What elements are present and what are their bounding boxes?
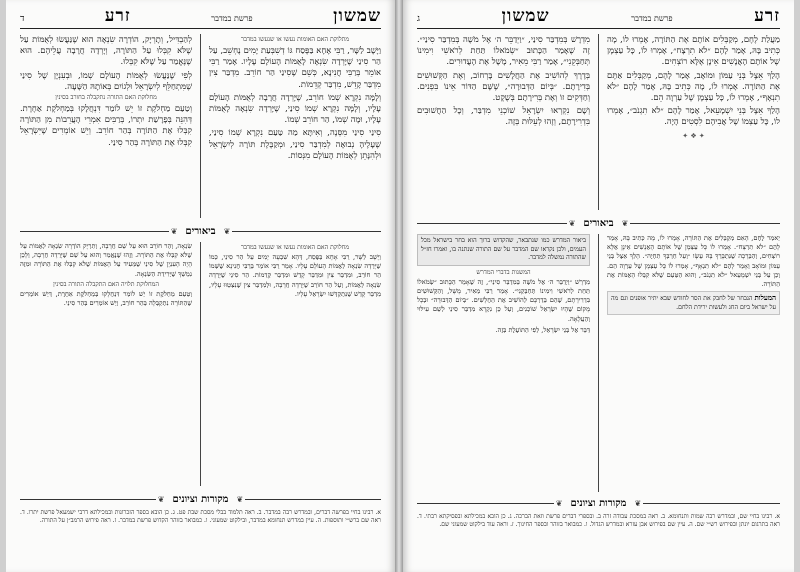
right-commentary-text: מִדְרָשׁ ״וַיְדַבֵּר ה׳ אֶל מֹשֶׁה בְּמִדְבַּר סִינַי״, זֶה שֶׁאָמַר הַכָּתוּב ״שְׂמֹאלוֹ תַּחַת לְרֹאשִׁי וִימִינוֹ תְּחַבְּקֵנִי״. אָמַר רַבִּי מֵאִיר, מָשָׁל, וְהַקְּשׁוּשִׁים בִּדְרִירָתָם, שֶׁהֵם בְּדַרְכָּם לְהוֹשִׁיב אֶת הַחֲלָשִׁים. ״בְּיוֹם הַדְּבוּרָה״ וּבְכָל מָקוֹם שֶׁהָיוּ יִשְׂרָאֵל שׁוֹכְנִים, וְעַל כֵּן נִקְרָא מִדְבַּר סִינַי לְשֵׁם עִילּוּי וְהַעֲלָאָה. xyxy=(417,277,590,323)
right-sources-band xyxy=(417,496,780,510)
right-main-paragraph: מַעֲלַת לֶחֶם, מְקַבְּלִים אוֹתָם אֶת הַתּוֹרָה, אָמְרוּ לוֹ, מָה כְּתִיב בָּהּ, אָמַר לָהֶם ״לֹא תִרְצָח״, אָמְרוּ לוֹ, כָּל עַצְמָן שֶׁל אוֹתָם הָאֲנָשִׁים אֵינָן אֶלָּא רוֹצְחִים. xyxy=(607,34,780,67)
right-header-page-letter: ג xyxy=(417,14,420,24)
left-sources-band xyxy=(20,492,381,506)
left-main-subhead-1: מתלוקת האם האומות נעשו או שנעשו במדבר xyxy=(240,36,350,43)
right-sources-text: א. רבינו בחיי שם, ובמדרש רבה שמות ותנחומא. ב. ראה במסכת עבודה זרה ב. ובספרי דברים פרשת וזאת הברכה. ג. כן הובא במכילתא ובפסיקתא רבתי. ד. ראה בתרגום יונתן ובפירוש רש״י שם. ה. עיין שם בפירוש אבן עזרא ובמדרש הגדול. ו. כמבואר בזוהר ובספר החינוך. ז. וראה עוד בילקוט שמעוני שם. xyxy=(417,513,780,529)
note-box-title: המעלות xyxy=(754,293,777,303)
ornament-icon: ❦ xyxy=(568,218,576,228)
left-main-col-left xyxy=(20,34,192,218)
left-commentary-text: שִׂנְאָה, וְהַר חוֹרֵב הוּא עַל שֵׁם חֲרָבָה, וְתִרְיָק הוֹדְרָה שִׂנְאָה לְאֻמּוֹת עַל שֶׁלֹּא קִבְּלוּ אֶת הַתּוֹרָה. וְזֶהוּ שֶׁנֶּאֱמַר וְהוּא עַל שֵׁם שֶׁיָּרְדָה חֲרָבָה, וְלָכֵן הָיָה הָעִנְיָן שֶׁל סִינַי שֶׁמֵּעִיד עַל הָאֻמּוֹת שֶׁלֹּא קִבְּלוּ אֶת הַתּוֹרָה וּמִזֶּה נִמְשַׁךְ שֶׁיְּרִידַת הַשִּׂנְאָה. xyxy=(20,242,192,278)
left-header-parasha: פרשת במדבר xyxy=(211,14,253,23)
right-main-paragraph: וְשָׁם נִקְרְאוּ יִשְׂרָאֵל שׁוֹכְנֵי מִדְבַּר, וְכָל הַחֲשׁוּבִים בִּדְרִירָתָם, וְזֶהוּ לְעֵלּוּת בְּזֶה. xyxy=(417,105,590,127)
left-commentary-subhead: מחלוקת האם האומות נעשו או שנעשו במדבר xyxy=(241,244,349,251)
book-gutter xyxy=(395,0,403,572)
right-commentary-heading: ביאורים xyxy=(583,217,614,229)
left-sources-text: א. רבינו בחיי בפרשה דברים, ובמדרש רבה במדבר. ב. ראה תלמוד בבלי מסכת שבת פט. ג. כן הובא בספר הזכרונות ובמכילתא דרבי ישמעאל פרשת יתרו. ד. ראה שם ברש״י ותוספות. ה. עיין במדרש תנחומא במדבר, ובילקוט שמעוני. ו. כמבואר בזוהר הקדוש פרשת במדבר. ז. ראה פירוש הרמב״ן על התורה. xyxy=(20,509,381,525)
band-rule xyxy=(643,503,780,504)
left-main-subhead-2: מחלוקת האם התורה נתקבלה בחורב בסינין xyxy=(55,94,157,102)
right-commentary-col-right xyxy=(607,234,780,492)
left-header-title-left: זרע xyxy=(104,6,131,26)
left-main-paragraph: וְטַעַם מַחְלֹקֶת זוֹ יֵשׁ לוֹמַר דִּנְחֲלָקוּ בְּמַחְלֹקֶת אַחֶרֶת. דְּהִנֵּה בְּפָרָשַׁת יִתְרוֹ, בְּרַבִּים אִמְרֵי הָעֲרֵבוֹת מִן הַתּוֹרָה קִבְּלוּ אֶת הַתּוֹרָה בְּהַר חוֹרֵב. וְיֵשׁ אוֹמְרִים שֶׁיִּשְׂרָאֵל קִבְּלוּ אֶת הַתּוֹרָה בְּהַר סִינַי. xyxy=(20,103,192,147)
left-commentary-text: וַיָּשָׁב לַשָּׁר, רַבִּי אָחָא בַּפֶּסַח, דְּהָא שִׁבְעָה יָמִים עַל הַר סִינַי, כְּמוֹ שֶׁיָּרְדָה שִׂנְאָה לְאֻמּוֹת הָעוֹלָם עָלָיו. אָמַר רַבִּי אוֹמֵר בְּרַבִּי חֲנִינָא שֶׁשְּׁמוֹ הַר חוֹרֵב, וּמִדְבַּר צִין וּמִדְבַּר קָדֵשׁ וּמִדְבַּר קְדֵמוֹת. הַר סִינַי שֶׁיָּרְדָה שִׂנְאָה לְאֻמּוֹת, וְעַל הַר חוֹרֵב שֶׁיָּרְדָה חֲרָבָה, וּלְמִדְבַּר צִין שֶׁנִּצְטַוּוּ עָלָיו, מִדְבַּר קָדֵשׁ שֶׁנִּתְקַדְּשׁוּ יִשְׂרָאֵל עָלָיו. xyxy=(209,253,381,298)
left-header-page-letter: ד xyxy=(20,14,25,24)
left-page-header xyxy=(20,6,381,29)
band-rule xyxy=(245,499,381,500)
ornament-icon: ❦ xyxy=(634,498,642,508)
ornament-icon: ❦ xyxy=(157,494,165,504)
right-header-title-left: שמשון xyxy=(501,6,550,26)
column-divider xyxy=(200,34,201,218)
right-commentary-band xyxy=(417,216,780,230)
ornament-icon: ❦ xyxy=(236,494,244,504)
column-divider xyxy=(598,34,599,210)
right-main-paragraph: בְּדֶרֶךְ לְהוֹשִׁיב אֶת הַחֲלָשִׁים בָּרְחוֹב, וְאֶת הַקְּשׁוּשִׁים בְּדִירָתָם. ״בְּיוֹם הַדְּבוּרָה״, שֶׁשָּׁם הַדּוֹר אֵינוֹ בִּפְנִים. וְחַדְּקִים זוֹ וְאֶת בְּרִירָתָם בְּשֶׁקֶט. xyxy=(417,69,590,103)
right-main-col-left xyxy=(417,34,590,210)
right-commentary-text: דַּבֵּר אֶל בְּנֵי יִשְׂרָאֵל, לְפִי הַתּוֹעֶלֶת בְּזֶה. xyxy=(495,325,590,334)
left-main-text xyxy=(20,34,381,218)
band-rule xyxy=(232,231,381,232)
column-divider xyxy=(200,242,201,486)
left-commentary-col-right xyxy=(209,242,381,486)
ornament-icon: ❦ xyxy=(621,218,629,228)
band-rule xyxy=(417,503,554,504)
band-rule xyxy=(20,231,169,232)
right-commentary-text: יְאמַר לֶחֶם, הָאִם מְקַבְּלִים אֶת הַתּוֹרָה, אָמְרוּ לוֹ, מָה כְּתִיב בָּהּ, אָמַר לָהֶם ״לֹא תִרְצָח״. אָמְרוּ לוֹ כָּל עַצְמָן שֶׁל אוֹתָם הָאֲנָשִׁים אֵינָן אֶלָּא רוֹצְחִים, וְהַבְּרָכָה שֶׁנִּתְבָּרֵךְ בָּהּ עֵשָׂו ״וְעַל חַרְבְּךָ תִחְיֶה״. הָלַךְ אֵצֶל בְּנֵי עַמּוֹן וּמוֹאָב וְאָמַר לָהֶם ״לֹא תִנְאָף״, אָמְרוּ לוֹ כָּל עַצְמָן שֶׁל עַרְוָה הֵם. וְכֵן עַל בְּנֵי יִשְׁמָעֵאל ״לֹא תִגְנֹב״, וְהוּא הַטַּעַם שֶׁלֹּא קִבְּלוּ הָאֻמּוֹת אֶת הַתּוֹרָה. xyxy=(607,234,780,289)
right-sources-heading: מקורות וציונים xyxy=(570,497,627,509)
left-header-title-right: שמשון xyxy=(333,6,381,26)
band-rule xyxy=(417,223,567,224)
left-commentary-text: וְטַעַם מַחְלֹקֶת זוֹ יֵשׁ לוֹמַר דִּנְחֲלָקוּ בְּמַחְלֹקֶת אַחֶרֶת, דְּיֵשׁ אוֹמְרִים שֶׁהַתּוֹרָה נִתְקַבְּלָה בְּהַר חוֹרֵב, וְיֵשׁ אוֹמְרִים בְּהַר סִינַי. xyxy=(20,289,192,308)
left-sources-heading: מקורות וציונים xyxy=(172,493,229,505)
highlight-box: ביאור המדרש כמו שנתבאר, שהקדוש ברוך הוא בחר בישראל מכל העמים, ולכן נקראו שם המדבר על שם התורה שנתנה בו, ואמרו חז״ל שהתורה נמשלה למדבר. xyxy=(417,234,590,266)
ornament-divider: ✦ ❖ ✦ xyxy=(682,131,705,140)
left-main-paragraph: וַיָּשָׁב לַשָּׁר, רַבִּי אָחָא בַּפֶּסַח גּוֹ דְשִׁבְּעַת יָמִים נֶחְשֵׁב, עַל הַר סִינַי שֶׁיָּרְדָה שִׂנְאָה לָאֻמּוֹת הָעוֹלָם עָלָיו. אָמַר רַבִּי אוֹמֵר בְּרַבִּי חֲנִינָא, כְּשֵׁם שֶׁסִינַי הַר חוֹרֵב. מִדְבַּר צִין מִדְבַּר קָדֵשׁ, מִדְבַּר קְדֵמוֹת. xyxy=(209,45,381,89)
right-header-parasha: פרשת במדבר xyxy=(631,14,673,23)
left-main-paragraph: לְהַבְדִּיל, וְתָרְיָק, הוֹדְרָה שִׂנְאָה הוּא שֶׁנַּעֲשׂוּ לְאֻמּוֹת עַל שֶׁלֹּא קִבְּלוּ עַל הַתּוֹרָה, וְיָרְדָה חֲרָבָה עֲלֵיהֶם. הוּא שֶׁנֶּאֱמַר עַל שֶׁלֹּא קִבְּלוּ. xyxy=(20,34,192,67)
right-commentary xyxy=(417,234,780,492)
left-main-col-right xyxy=(209,34,381,218)
right-page xyxy=(403,0,794,572)
left-commentary-subhead: המחלוקת תלויה האם התקבלה התורה בסינין xyxy=(53,280,159,288)
band-rule xyxy=(20,499,156,500)
note-box-text: הנבחר של לחבק את הסר לחודש שבא יתיר אופנים וגם מה על ישראל ביום החג ולעשות ירידת הלחם. xyxy=(611,295,776,311)
right-main-paragraph: הָלַךְ אֵצֶל בְּנֵי יִשְׁמָעֵאל, אָמַר לָהֶם ״לֹא תִגְנֹב״, אָמְרוּ לוֹ, כָּל עַצְמוֹ שֶׁל אֲבִיהֶם לִסְטִים הָיָה. xyxy=(607,105,780,127)
right-main-text xyxy=(417,34,780,210)
left-main-paragraph: לְפִי שֶׁנַּעֲשׂוּ לְאֻמּוֹת הָעוֹלָם שְׁמוֹ, וּבְעִנְיָן שֶׁל סִינַי שֶׁמִּתְחַלֵּף לְיִשְׂרָאֵל וּלְגוֹיִם בְּאוֹתָהּ הַשָּׁעָה. xyxy=(20,69,192,91)
right-main-paragraph: מִדְרָשׁ בְּמִדְבַּר סִינַי, ״וַיְדַבֵּר ה׳ אֶל מֹשֶׁה בְּמִדְבַּר סִינַי״. זֶה שֶׁאָמַר הַכָּתוּב ״שְׂמֹאלוֹ תַּחַת לְרֹאשִׁי וִימִינוֹ תְּחַבְּקֵנִי״, אָמַר רַבִּי מֵאִיר, מָשָׁל אֶת הָעֲדוּרִים. xyxy=(417,34,590,67)
left-page xyxy=(6,0,395,572)
left-commentary xyxy=(20,242,381,486)
right-page-header xyxy=(417,6,780,29)
column-divider xyxy=(598,234,599,492)
right-main-col-right xyxy=(607,34,780,210)
right-main-paragraph: הָלַךְ אֵצֶל בְּנֵי עַמּוֹן וּמוֹאָב, אָמַר לָהֶם, מְקַבְּלִים אַתֶּם אֶת הַתּוֹרָה. אָמְרוּ לוֹ, מָה כְּתִיב בָּהּ, אָמַר לָהֶם ״לֹא תִנְאָף״, אָמְרוּ לוֹ, כָּל עַצְמָן שֶׁל עַרְוָה הֵם. xyxy=(607,69,780,103)
ornament-icon: ❦ xyxy=(223,226,231,236)
note-box xyxy=(607,291,780,315)
left-commentary-heading: ביאורים xyxy=(185,225,216,237)
right-commentary-subhead: המשנות בדברי המדרש xyxy=(476,268,531,276)
left-main-paragraph: סִינַי סִינַי מִסְּנֶה, וְאִיתָּא מַה טַּעַם נִקְרָא שְׁמוֹ סִינַי, שֶׁעָלֶיהָ נְבוּאָה לְמִדְבַּר סִינַי, וּמְקַבֶּלֶת תּוֹרָה לְיִשְׂרָאֵל וּלְהִנָּתֵן לְאֻמּוֹת הָעוֹלָם מִנְּסוֹת. xyxy=(209,127,381,160)
left-main-paragraph: וְלָמָּה נִקְרָא שְׁמוֹ חוֹרֵב, שֶׁיָּרְדָה חֲרָבָה לְאֻמּוֹת הָעוֹלָם עָלָיו, וְלָמָּה נִקְרָא שְׁמוֹ סִינַי, שֶׁיָּרְדָה שִׂנְאָה לָאֻמּוֹת עָלָיו, וּמָה שְׁמוֹ, הַר חוֹרֵב שְׁמוֹ. xyxy=(209,91,381,125)
ornament-icon: ❦ xyxy=(555,498,563,508)
band-rule xyxy=(630,223,780,224)
left-commentary-col-left xyxy=(20,242,192,486)
left-commentary-band xyxy=(20,224,381,238)
right-header-title-right: זרע xyxy=(754,6,780,26)
ornament-icon: ❦ xyxy=(170,226,178,236)
right-commentary-col-left xyxy=(417,234,590,492)
